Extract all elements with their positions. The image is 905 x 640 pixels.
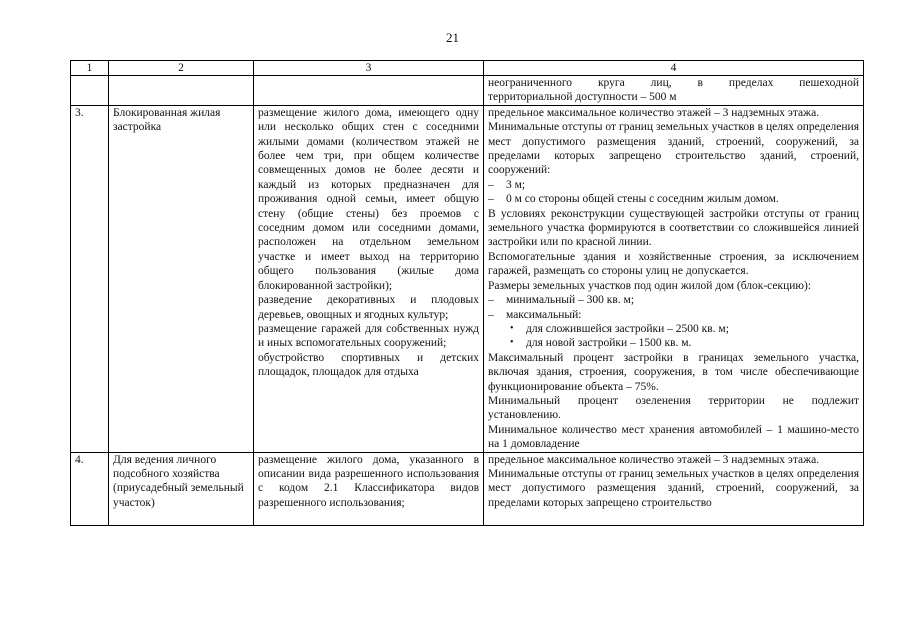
- description-paragraph: разведение декоративных и плодовых деревьев, овощных и ягодных культур;: [258, 294, 479, 321]
- param-max-subitem: [488, 322, 859, 336]
- row-number: 3.: [71, 105, 109, 452]
- setback-text: 0 м со стороны общей стены с соседним жилым домом.: [506, 193, 779, 206]
- table-row-3: [71, 105, 864, 452]
- column-number-2: 2: [109, 61, 254, 76]
- dash-marker: –: [488, 178, 494, 191]
- param-floors: предельное максимальное количество этажей – 3 надземных этажа.: [488, 106, 820, 119]
- param-sizes-intro: Размеры земельных участков под один жилой дом (блок-секцию):: [488, 279, 812, 292]
- continuation-line-1: неограниченного круга лиц, в пределах пешеходной: [488, 77, 859, 89]
- bullet-marker: •: [510, 337, 514, 349]
- param-max-subitem: [488, 336, 859, 350]
- subitem-text: для новой застройки – 1500 кв. м.: [526, 337, 692, 350]
- param-setbacks-intro: Минимальные отступы от границ земельных участков в целях определения мест допустимого размещения зданий, строений, сооружений, за пределами которых запрещено строительство зданий, строений, сооружений:: [488, 121, 859, 177]
- param-setbacks-intro: Минимальные отступы от границ земельных участков в целях определения мест допустимого размещения зданий, строений, сооружений, за пределами которых запрещено строительство: [488, 467, 859, 509]
- land-use-description: [254, 452, 484, 525]
- continuation-line-2: территориальной доступности – 500 м: [488, 91, 677, 104]
- param-greening: Минимальный процент озеленения территории не подлежит установлению.: [488, 394, 859, 422]
- cell-empty: [71, 76, 109, 106]
- table-row-continuation: [71, 76, 864, 106]
- cell-empty: [254, 76, 484, 106]
- dash-marker: –: [488, 294, 494, 307]
- land-use-name: [109, 105, 254, 452]
- description-paragraph: размещение жилого дома, имеющего одну или несколько общих стен с соседними жилыми домами (количеством этажей не более чем три, при общем количестве совмещенных домов не более десяти и каждый из которых предназначен для проживания одной семьи, имеет общую стену (общие стены) без проемов с соседним домом или соседними домами, расположен на отдельном земельном участке и имеет выход на территорию общего пользования (жилые дома блокированной застройки);: [258, 106, 479, 292]
- param-size-item: [488, 293, 859, 307]
- land-use-name-text: Блокированная жилая застройка: [113, 106, 221, 134]
- land-use-name: [109, 452, 254, 525]
- page-number: 21: [446, 30, 459, 45]
- subitem-text: для сложившейся застройки – 2500 кв. м;: [526, 322, 729, 335]
- land-use-description: [254, 105, 484, 452]
- param-reconstruction: В условиях реконструкции существующей застройки отступы от границ земельного участка формируются в соответствии со сложившейся линией застройки или по красной линии.: [488, 207, 859, 249]
- dash-marker: –: [488, 193, 494, 206]
- param-floors: предельное максимальное количество этажей – 3 надземных этажа.: [488, 453, 820, 466]
- setback-text: 3 м;: [506, 178, 526, 191]
- size-text: максимальный:: [506, 308, 582, 321]
- cell-empty: [109, 76, 254, 106]
- param-setback-item: [488, 178, 859, 192]
- column-number-3: 3: [254, 61, 484, 76]
- param-max-percent: Максимальный процент застройки в границах земельного участка, включая здания, строения, сооружения, в том числе обеспечивающие функционирование объекта – 75%.: [488, 351, 859, 393]
- column-number-4: 4: [484, 61, 864, 76]
- param-parking: Минимальное количество мест хранения автомобилей – 1 машино-место на 1 домовладение: [488, 423, 859, 451]
- column-number-row: [71, 61, 864, 76]
- column-number-1: 1: [71, 61, 109, 76]
- description-paragraph: размещение гаражей для собственных нужд и иных вспомогательных сооружений;: [258, 322, 479, 350]
- dash-marker: –: [488, 308, 494, 321]
- row-number: 4.: [71, 452, 109, 525]
- description-paragraph: обустройство спортивных и детских площадок, площадок для отдыха: [258, 351, 479, 379]
- land-use-name-text: Для ведения личного подсобного хозяйства (приусадебный земельный участок): [113, 453, 244, 509]
- limit-parameters: [484, 105, 864, 452]
- limit-parameters: [484, 452, 864, 525]
- param-setback-item: [488, 192, 859, 206]
- param-size-item: [488, 308, 859, 322]
- bullet-marker: •: [510, 322, 514, 334]
- zoning-regulations-table: [70, 60, 864, 526]
- size-text: минимальный – 300 кв. м;: [506, 294, 635, 307]
- description-paragraph: размещение жилого дома, указанного в описании вида разрешенного использования с кодом 2.1 Классификатора видов разрешенного использования;: [258, 453, 479, 509]
- table-row-4: [71, 452, 864, 525]
- param-auxiliary: Вспомогательные здания и хозяйственные строения, за исключением гаражей, размещать со стороны улиц не допускается.: [488, 250, 859, 278]
- continuation-text: [484, 76, 864, 106]
